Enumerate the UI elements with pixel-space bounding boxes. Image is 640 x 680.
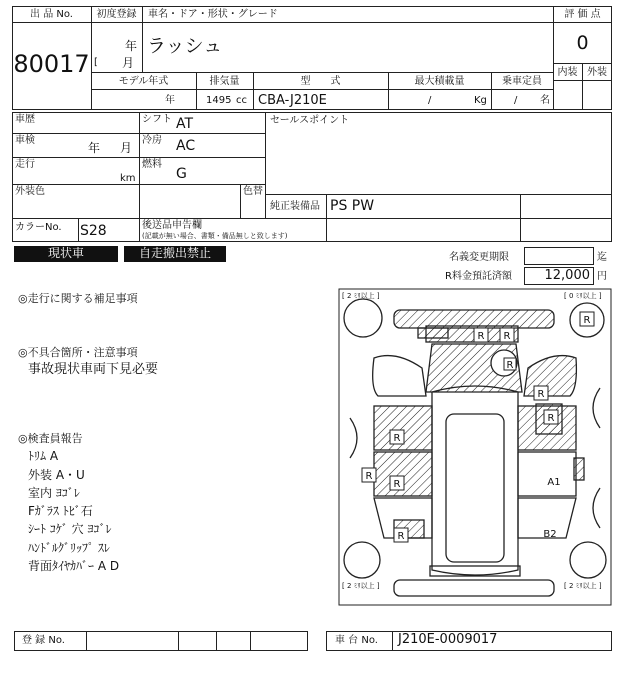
dmg-mark: R <box>537 389 545 400</box>
later-docs-note: (記載が無い場合、書類・備品無しと致します) <box>142 232 288 240</box>
defects-text: 事故現状車両下見必要 <box>28 362 159 377</box>
load-unit: Kg <box>474 95 487 106</box>
divider <box>12 22 91 23</box>
bracket-open: [ <box>94 57 98 68</box>
divider <box>250 631 251 651</box>
mileage-unit: km <box>120 173 136 184</box>
max-load-label: 最大積載量 <box>414 76 465 87</box>
divider <box>240 184 241 218</box>
divider <box>12 184 265 185</box>
divider <box>178 631 179 651</box>
exterior-color-label: 外装色 <box>15 186 45 197</box>
first-reg-year-unit: 年 <box>125 39 138 53</box>
divider <box>142 6 143 72</box>
divider <box>12 157 265 158</box>
divider <box>520 194 521 242</box>
recycle-amount: 12,000 <box>544 268 590 283</box>
driving-notes-title: ◎走行に関する補足事項 <box>18 292 138 305</box>
recycle-unit: 円 <box>597 271 607 282</box>
inspector-line: 外装 A・U <box>28 468 85 482</box>
divider <box>78 218 79 242</box>
name-change-label: 名義変更期限 <box>449 252 509 263</box>
exterior-label: 外装 <box>587 67 607 78</box>
dmg-mark: R <box>393 479 401 490</box>
reg-no-label: 登 録 No. <box>22 635 65 646</box>
color-change-label: 色替 <box>243 186 263 197</box>
divider <box>392 631 393 651</box>
inspection-label: 車検 <box>15 135 35 146</box>
divider <box>265 194 612 195</box>
no-drive-badge: 自走搬出禁止 <box>124 246 226 262</box>
dmg-mark: R <box>393 433 401 444</box>
name-change-unit: 迄 <box>597 252 607 263</box>
divider <box>553 80 612 81</box>
ac-label: 冷房 <box>142 135 162 146</box>
dmg-b2: B2 <box>543 529 557 540</box>
inspection-month: 月 <box>120 141 133 155</box>
inspector-line: ｼｰﾄ ｺｹﾞ 穴 ﾖｺﾞﾚ <box>28 522 112 536</box>
dmg-mark: R <box>547 413 555 424</box>
divider <box>326 194 327 242</box>
first-reg-month-unit: 月 <box>122 56 135 70</box>
equipment-value: PS PW <box>330 198 375 214</box>
inspector-title: ◎検査員報告 <box>18 432 83 445</box>
dmg-mark: R <box>503 331 511 342</box>
later-docs-label: 後送品申告欄 <box>142 220 202 231</box>
shift-label: シフト <box>142 114 172 125</box>
dmg-a1: A1 <box>547 477 561 488</box>
car-name-label: 車名・ドア・形状・グレード <box>148 9 278 20</box>
displacement-label: 排気量 <box>209 76 240 87</box>
inspector-line: ﾊﾝﾄﾞﾙｸﾞﾘｯﾌﾟ ｽﾚ <box>28 541 110 555</box>
lot-no-label: 出 品 No. <box>30 9 73 20</box>
divider <box>553 22 612 23</box>
displacement-unit: cc <box>236 95 247 106</box>
interior-label: 内装 <box>557 67 578 78</box>
model-year-unit: 年 <box>165 95 175 106</box>
eval-score: 0 <box>576 32 589 54</box>
model-year-label: モデル年式 <box>118 76 169 87</box>
divider <box>139 112 140 242</box>
type-label: 型 式 <box>300 76 341 87</box>
divider <box>216 631 217 651</box>
cap-unit: 名 <box>540 95 550 106</box>
inspector-line: Fｶﾞﾗｽ ﾄﾋﾞ石 <box>28 504 93 518</box>
cap-slash: / <box>514 95 518 106</box>
model-type: CBA-J210E <box>258 93 327 108</box>
defects-title: ◎不具合箇所・注意事項 <box>18 346 138 359</box>
divider <box>91 72 553 73</box>
name-change-box <box>524 247 594 265</box>
dmg-mark: R <box>477 331 485 342</box>
sales-point-label: セールスポイント <box>270 115 350 126</box>
dmg-mark: R <box>397 531 405 542</box>
divider <box>12 133 265 134</box>
divider <box>91 89 553 90</box>
corner-tl: [ 2 ﾐﾘ以上 ] <box>342 292 380 300</box>
fuel-value: G <box>176 166 187 182</box>
capacity-label: 乗車定員 <box>502 76 542 87</box>
car-name: ラッシュ <box>147 35 223 57</box>
divider <box>265 112 266 218</box>
equipment-label: 純正装備品 <box>270 201 320 212</box>
ac-value: AC <box>176 138 196 154</box>
inspector-line: ﾄﾘﾑ A <box>28 449 59 463</box>
mileage-label: 走行 <box>15 159 35 170</box>
dmg-mark: R <box>365 471 373 482</box>
chassis-no: J210E-0009017 <box>398 632 498 647</box>
eval-label: 評 価 点 <box>564 9 601 20</box>
corner-br: [ 2 ﾐﾘ以上 ] <box>564 582 602 590</box>
divider <box>86 631 87 651</box>
first-reg-label: 初度登録 <box>96 9 137 20</box>
fuel-label: 燃料 <box>142 159 162 170</box>
corner-tr: [ 0 ﾐﾘ以上 ] <box>564 292 602 300</box>
shift-value: AT <box>176 116 194 132</box>
color-no-label: カラーNo. <box>15 222 62 233</box>
car-damage-diagram <box>338 288 612 606</box>
inspection-year: 年 <box>88 141 101 155</box>
recycle-label: R料金預託済額 <box>445 271 512 282</box>
current-car-badge: 現状車 <box>14 246 118 262</box>
dmg-mark: R <box>506 360 514 371</box>
displacement: 1495 <box>206 95 232 106</box>
divider <box>91 22 553 23</box>
inspector-line: 背面ﾀｲﾔｶﾊﾞｰ A D <box>28 559 120 573</box>
corner-bl: [ 2 ﾐﾘ以上 ] <box>342 582 380 590</box>
color-no: S28 <box>80 223 107 239</box>
history-label: 車歴 <box>15 114 35 125</box>
chassis-no-label: 車 台 No. <box>335 635 378 646</box>
lot-no: 80017 <box>13 50 90 78</box>
dmg-mark: R <box>583 315 591 326</box>
load-slash: / <box>428 95 432 106</box>
divider <box>12 218 612 219</box>
inspector-line: 室内 ﾖｺﾞﾚ <box>28 486 80 500</box>
